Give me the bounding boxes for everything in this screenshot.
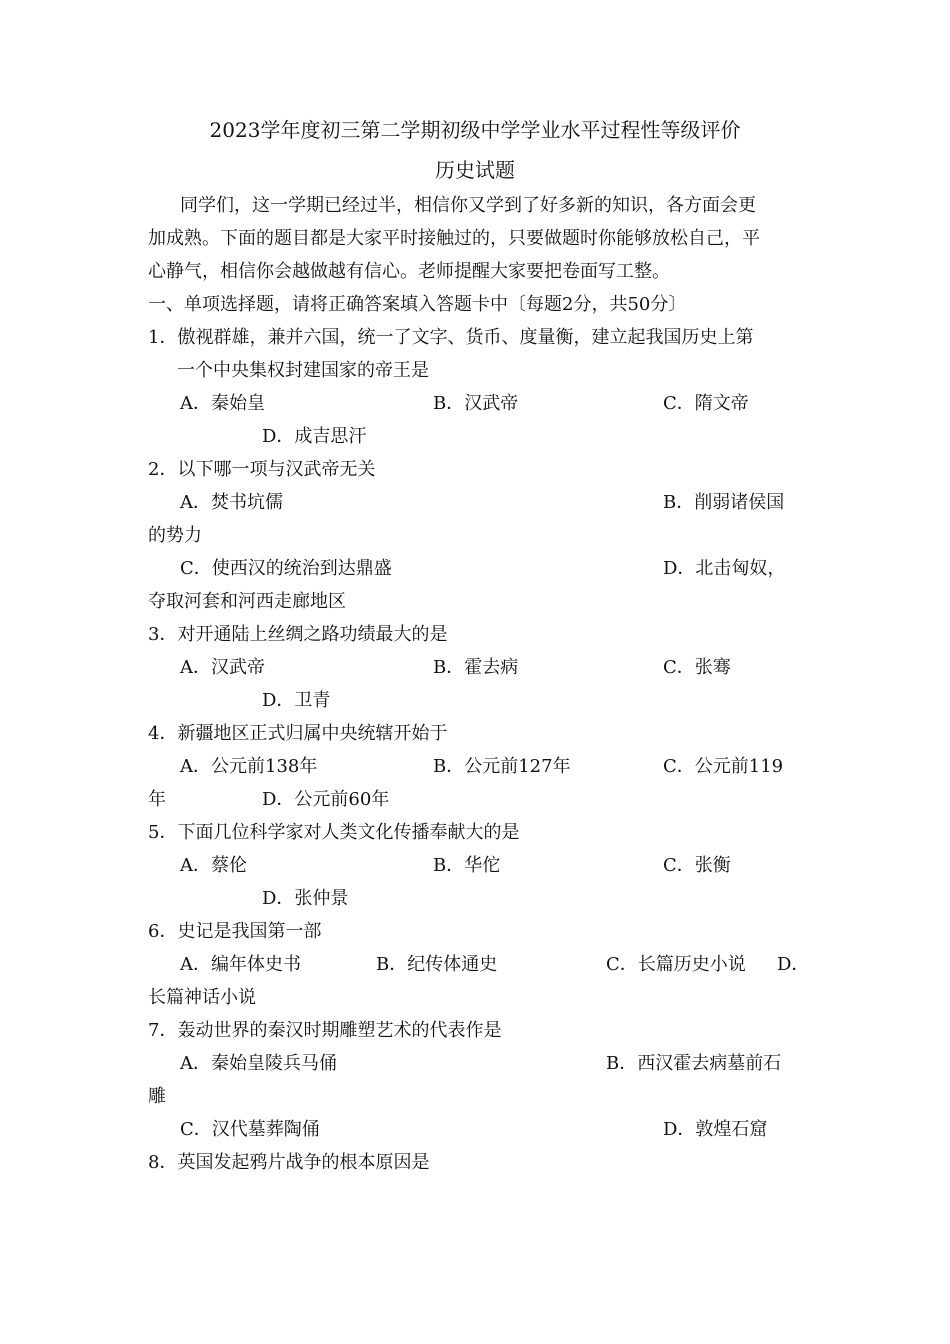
question-6-option-c: C．长篇历史小说 <box>606 954 746 975</box>
question-3-option-c: C．张骞 <box>663 657 731 678</box>
question-4-option-a: A．公元前138年 <box>180 756 318 777</box>
question-2-option-b-cont: 的势力 <box>148 525 202 546</box>
question-8-stem: 8．英国发起鸦片战争的根本原因是 <box>148 1152 430 1173</box>
question-7-option-b-cont: 雕 <box>148 1086 166 1107</box>
intro-line-2: 加成熟。下面的题目都是大家平时接触过的，只要做题时你能够放松自己，平 <box>148 228 760 249</box>
question-1-stem: 1．傲视群雄，兼并六国，统一了文字、货币、度量衡，建立起我国历史上第 <box>148 327 754 348</box>
question-7-option-b: B．西汉霍去病墓前石 <box>606 1053 782 1074</box>
question-4-stem: 4．新疆地区正式归属中央统辖开始于 <box>148 723 448 744</box>
question-6-stem: 6．史记是我国第一部 <box>148 921 322 942</box>
question-4-option-c-cont: 年 <box>148 789 166 810</box>
question-2-stem: 2．以下哪一项与汉武帝无关 <box>148 459 376 480</box>
question-3-option-a: A．汉武帝 <box>180 657 265 678</box>
question-2-option-b: B．削弱诸侯国 <box>663 492 785 513</box>
question-5-option-c: C．张衡 <box>663 855 731 876</box>
question-1-option-b: B．汉武帝 <box>433 393 519 414</box>
intro-line-3: 心静气，相信你会越做越有信心。老师提醒大家要把卷面写工整。 <box>148 261 670 282</box>
question-5-option-b: B．华佗 <box>433 855 501 876</box>
question-3-option-d: D．卫青 <box>262 690 331 711</box>
section-heading: 一、单项选择题，请将正确答案填入答题卡中〔每题2分，共50分〕 <box>148 294 687 315</box>
question-6-option-d: D． <box>777 954 810 975</box>
question-5-option-a: A．蔡伦 <box>180 855 247 876</box>
question-7-option-d: D．敦煌石窟 <box>663 1119 768 1140</box>
question-1-option-d: D．成吉思汗 <box>262 426 367 447</box>
question-4-option-d: D．公元前60年 <box>262 789 390 810</box>
question-7-option-a: A．秦始皇陵兵马俑 <box>180 1053 337 1074</box>
question-3-option-b: B．霍去病 <box>433 657 519 678</box>
question-2-option-d-cont: 夺取河套和河西走廊地区 <box>148 591 346 612</box>
question-1-stem-cont: 一个中央集权封建国家的帝王是 <box>177 360 429 381</box>
question-6-option-a: A．编年体史书 <box>180 954 301 975</box>
exam-title: 2023学年度初三第二学期初级中学学业水平过程性等级评价 <box>209 118 741 142</box>
question-1-option-c: C．隋文帝 <box>663 393 749 414</box>
question-5-option-d: D．张仲景 <box>262 888 349 909</box>
question-1-option-a: A．秦始皇 <box>180 393 265 414</box>
question-4-option-b: B．公元前127年 <box>433 756 571 777</box>
question-6-option-b: B．纪传体通史 <box>376 954 498 975</box>
exam-subtitle: 历史试题 <box>435 158 515 182</box>
intro-line-1: 同学们，这一学期已经过半，相信你又学到了好多新的知识，各方面会更 <box>180 195 756 216</box>
question-7-stem: 7．轰动世界的秦汉时期雕塑艺术的代表作是 <box>148 1020 502 1041</box>
question-6-option-d-cont: 长篇神话小说 <box>148 987 256 1008</box>
question-2-option-d: D．北击匈奴， <box>663 558 786 579</box>
question-5-stem: 5．下面几位科学家对人类文化传播奉献大的是 <box>148 822 520 843</box>
question-7-option-c: C．汉代墓葬陶俑 <box>180 1119 320 1140</box>
question-3-stem: 3．对开通陆上丝绸之路功绩最大的是 <box>148 624 448 645</box>
question-2-option-c: C．使西汉的统治到达鼎盛 <box>180 558 392 579</box>
question-4-option-c: C．公元前119 <box>663 756 784 777</box>
question-2-option-a: A．焚书坑儒 <box>180 492 283 513</box>
